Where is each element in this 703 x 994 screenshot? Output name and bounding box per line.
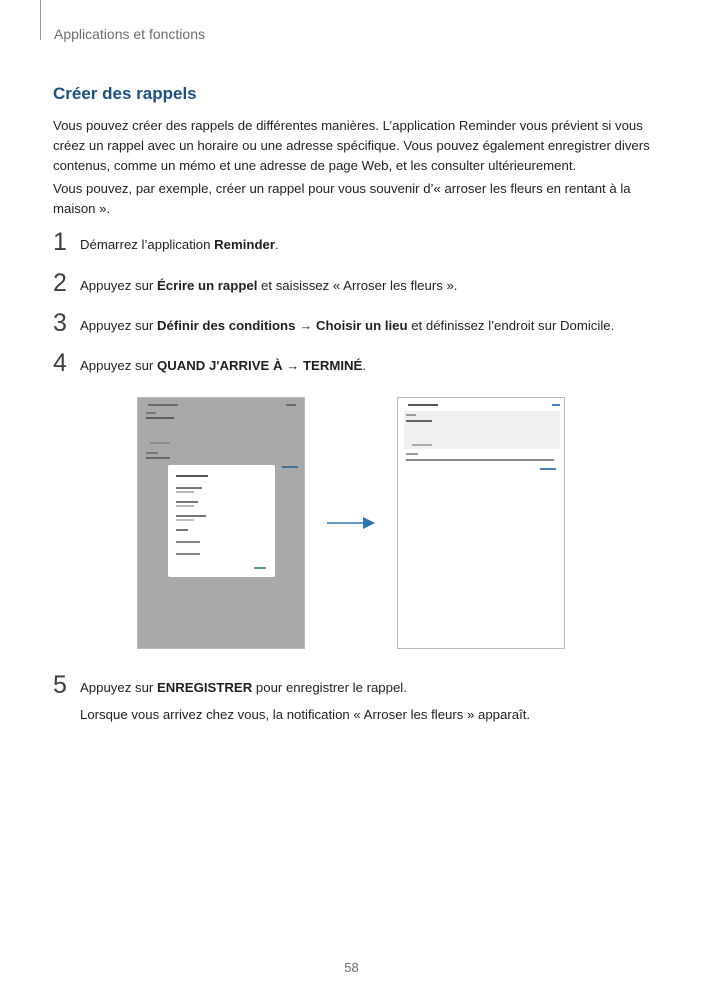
screen-title-placeholder [408,404,438,406]
screen-hint-placeholder [412,444,432,446]
screen-label-placeholder [406,453,418,455]
step-2 [53,269,673,299]
location-text-placeholder [406,459,554,461]
header-title: Applications et fonctions [54,26,205,42]
dialog-button-placeholder [254,567,266,569]
dialog-option-placeholder [176,529,188,531]
step-text: Démarrez l’application Reminder. [80,237,279,252]
screen-text-placeholder [146,417,174,419]
section-title: Créer des rappels [53,84,197,103]
screen-label-placeholder [406,414,416,416]
dialog-option-placeholder [176,515,206,517]
screen-hint-placeholder [150,442,170,444]
dialog-radio-placeholder [176,553,200,555]
dialog-title-placeholder [176,475,208,477]
screenshot-conditions-dialog [137,397,305,649]
screen-text-placeholder [406,420,432,422]
step-1 [53,228,673,258]
dialog-option-sub-placeholder [176,491,194,493]
screen-button-placeholder [282,466,298,468]
intro-paragraph-1: Vous pouvez créer des rappels de différentes manières. L’application Reminder vous prévient si vous créez un rappel avec un horaire ou une adresse spécifique. Vous pouvez également enregistrer divers contenus, comme un mémo et une adresse de page Web, et les consulter ultérieurement. [53,118,650,173]
screen-label-placeholder [146,412,156,414]
dialog-radio-placeholder [176,541,200,543]
screen-label-placeholder [146,452,158,454]
dialog-option-sub-placeholder [176,505,194,507]
conditions-dialog [168,465,275,577]
intro-paragraph-2: Vous pouvez, par exemple, créer un rappel pour vous souvenir d’« arroser les fleurs en rentant à la maison ». [53,181,631,216]
step-number: 5 [53,671,67,699]
dialog-option-placeholder [176,501,198,503]
screen-button-placeholder [540,468,556,470]
step-text: Appuyez sur ENREGISTRER pour enregistrer le rappel. [80,680,407,695]
step-text: Appuyez sur Écrire un rappel et saisissez « Arroser les fleurs ». [80,278,458,293]
step-text: Appuyez sur Définir des conditions → Choisir un lieu et définissez l’endroit sur Domicile. [80,318,615,333]
screen-action-placeholder [552,404,560,406]
screen-text-placeholder [146,457,170,459]
page-number: 58 [344,960,359,975]
step-number: 1 [53,228,67,256]
step-text: Appuyez sur QUAND J'ARRIVE À → TERMINÉ. [80,358,367,373]
step-5 [53,671,673,701]
screen-action-placeholder [286,404,296,406]
step-5-description: Lorsque vous arrivez chez vous, la notification « Arroser les fleurs » apparaît. [80,707,531,722]
step-3 [53,309,673,339]
step-number: 2 [53,269,67,297]
dialog-option-sub-placeholder [176,519,194,521]
step-number: 4 [53,349,67,377]
header-rule [40,0,41,40]
step-4 [53,349,673,379]
screen-title-placeholder [148,404,178,406]
screenshot-reminder-location [397,397,565,649]
arrow-right-icon [327,515,375,531]
step-number: 3 [53,309,67,337]
dialog-option-placeholder [176,487,202,489]
